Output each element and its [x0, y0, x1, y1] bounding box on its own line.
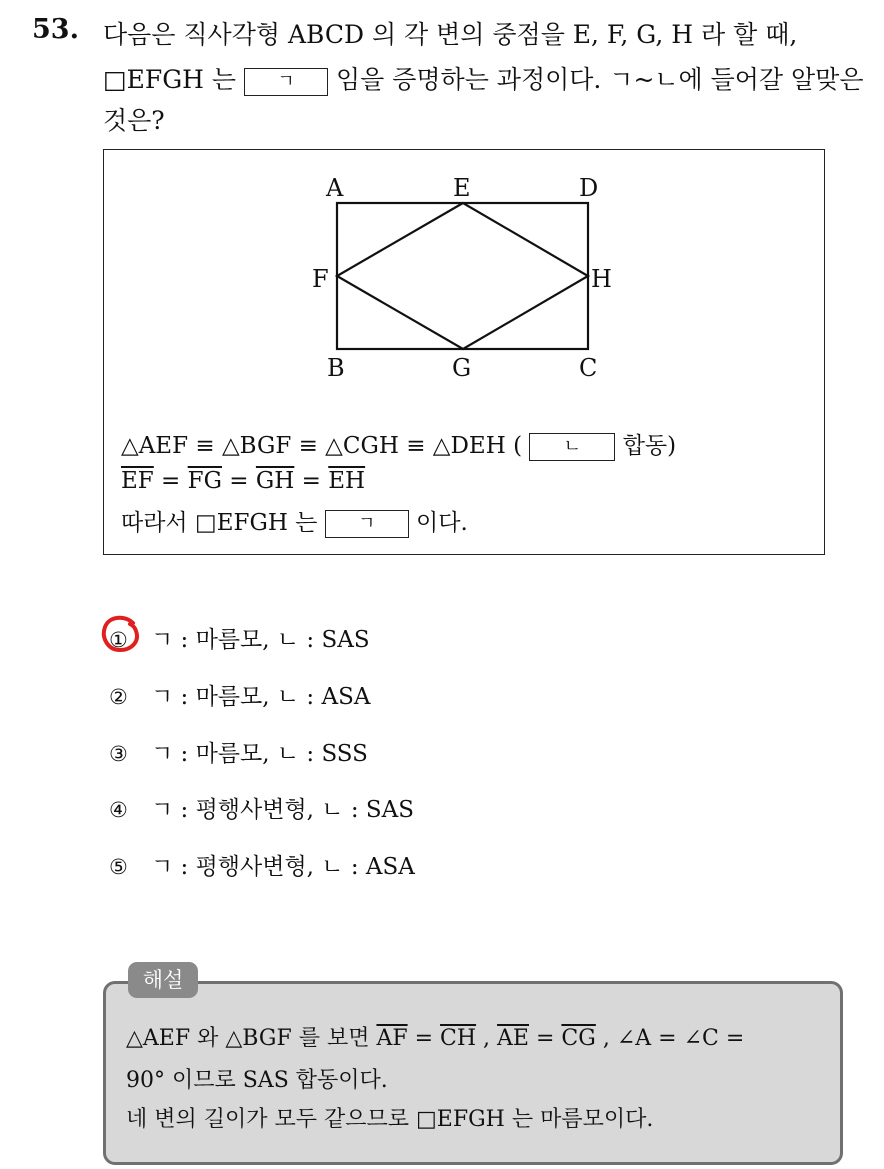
- rectangle-abcd: [337, 203, 588, 349]
- figure-box: [103, 149, 825, 555]
- question-line-2-end: 임을 증명하는 과정이다. ㄱ~ㄴ에 들어갈 알맞은: [336, 65, 864, 94]
- choice-number: ⑤: [109, 855, 128, 879]
- label-a: A: [326, 174, 344, 202]
- question-line-2-start: □EFGH 는: [103, 65, 237, 94]
- label-c: C: [579, 354, 598, 382]
- proof-line-2: [121, 468, 365, 494]
- explanation-tag: 해설: [128, 962, 198, 998]
- question-line-3: 것은?: [103, 106, 165, 135]
- explanation-line-3: 네 변의 길이가 모두 같으므로 □EFGH 는 마름모이다.: [126, 1107, 654, 1132]
- blank-b-box: ㄴ: [529, 433, 615, 461]
- blank-a-box: ㄱ: [325, 510, 409, 538]
- label-e: E: [453, 174, 471, 202]
- proof-line-1: [121, 427, 676, 461]
- label-g: G: [452, 354, 472, 382]
- rectangle-diagram: [104, 150, 826, 400]
- segment-ch: $\overline{CH}$: [440, 1026, 477, 1051]
- rhombus-efgh: [337, 203, 588, 349]
- segment-gh: $\overline{GH}$: [255, 468, 295, 494]
- congruence-suffix: 합동): [622, 433, 677, 459]
- choice-number: ①: [109, 628, 128, 652]
- equals-sign: =: [153, 468, 188, 494]
- equals-sign: =: [222, 468, 256, 494]
- label-h: H: [591, 265, 612, 293]
- choice-5[interactable]: [109, 848, 415, 881]
- segment-af: $\overline{AF}$: [376, 1026, 408, 1051]
- segment-ef: $\overline{EF}$: [121, 468, 154, 494]
- segment-fg: $\overline{FG}$: [187, 468, 222, 494]
- angle-statement: ∠A = ∠C =: [616, 1026, 745, 1051]
- segment-ae: $\overline{AE}$: [497, 1026, 529, 1051]
- segment-cg: $\overline{CG}$: [561, 1026, 596, 1051]
- separator: ,: [595, 1026, 617, 1051]
- conclusion-end: 이다.: [416, 510, 468, 536]
- choice-text: ㄱ : 마름모, ㄴ : SSS: [151, 741, 368, 767]
- explanation-line-1: [126, 1021, 744, 1052]
- choice-number: ④: [109, 798, 128, 822]
- choice-text: ㄱ : 마름모, ㄴ : SAS: [151, 627, 370, 653]
- choice-text: ㄱ : 평행사변형, ㄴ : ASA: [151, 854, 415, 880]
- label-b: B: [327, 354, 345, 382]
- congruence-statement: △AEF ≡ △BGF ≡ △CGH ≡ △DEH (: [121, 433, 523, 459]
- choice-1[interactable]: [109, 621, 370, 654]
- equals-sign: =: [407, 1026, 441, 1051]
- equals-sign: =: [294, 468, 329, 494]
- separator: ,: [476, 1026, 498, 1051]
- question-line-2: [103, 60, 863, 96]
- proof-line-3: [121, 504, 468, 538]
- choice-number: ②: [109, 685, 128, 709]
- segment-eh: $\overline{EH}$: [328, 468, 366, 494]
- explanation-box: [103, 981, 843, 1165]
- choice-3[interactable]: [109, 735, 368, 768]
- blank-a-box: ㄱ: [244, 68, 328, 96]
- equals-sign: =: [529, 1026, 562, 1051]
- explanation-intro: △AEF 와 △BGF 를 보면: [126, 1026, 377, 1051]
- question-line-1: 다음은 직사각형 ABCD 의 각 변의 중점을 E, F, G, H 라 할 때,: [103, 20, 798, 49]
- choice-text: ㄱ : 마름모, ㄴ : ASA: [151, 684, 371, 710]
- choice-4[interactable]: [109, 791, 414, 824]
- explanation-line-2: 90° 이므로 SAS 합동이다.: [126, 1068, 388, 1093]
- choice-number: ③: [109, 742, 128, 766]
- label-d: D: [579, 174, 599, 202]
- label-f: F: [312, 265, 329, 293]
- conclusion-start: 따라서 □EFGH 는: [121, 510, 318, 536]
- choice-2[interactable]: [109, 678, 370, 711]
- choice-text: ㄱ : 평행사변형, ㄴ : SAS: [151, 797, 415, 823]
- question-number: 53.: [32, 14, 79, 45]
